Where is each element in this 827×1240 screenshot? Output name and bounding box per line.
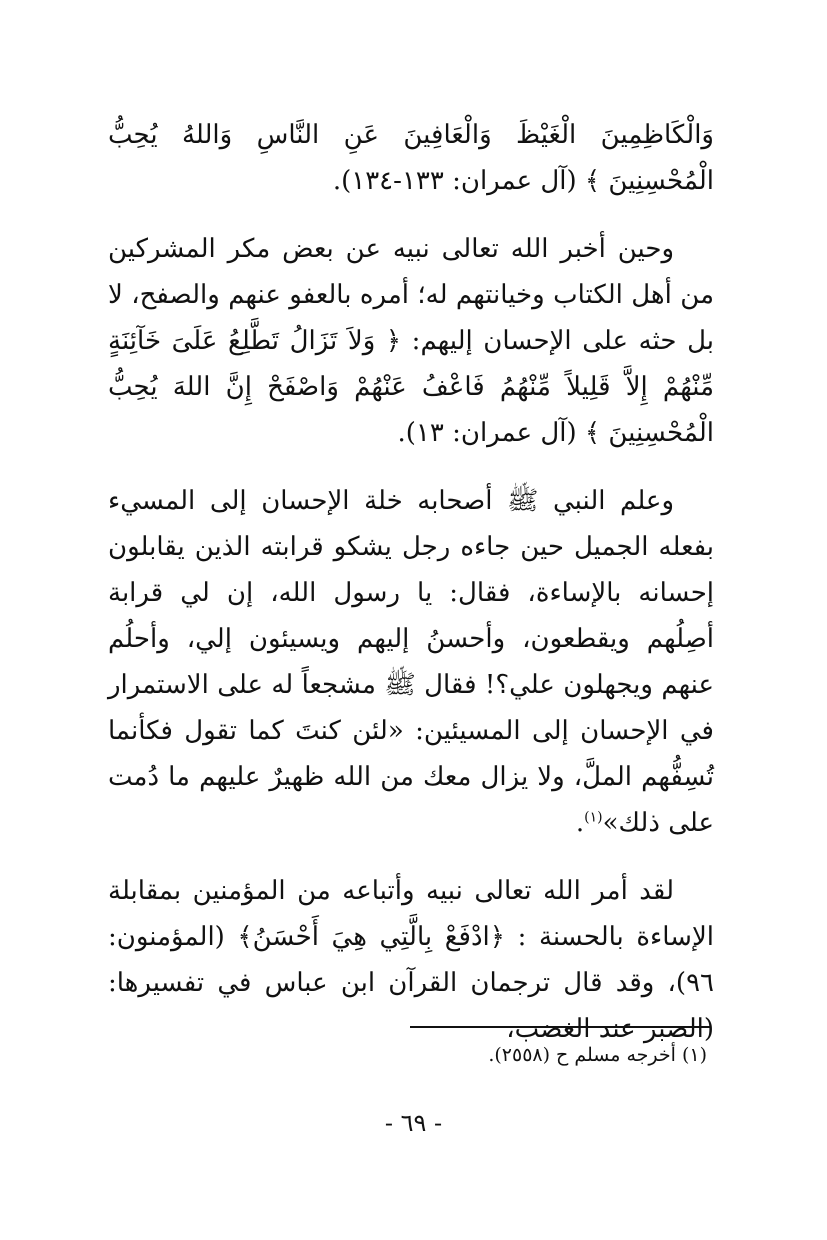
page-body [108, 112, 714, 1052]
footnote-reference[interactable]: (١) [584, 809, 603, 826]
quran-verse-continuation: وَالْكَاظِمِينَ الْغَيْظَ وَالْعَافِينَ عَنِ النَّاسِ وَاللهُ يُحِبُّ الْمُحْسِنِينَ ﴾ (آل عمران: ١٣٣-١٣٤). [108, 120, 714, 196]
footnote-divider [410, 1026, 710, 1028]
footnote-1: (١) أخرجه مسلم ح (٢٥٥٨). [488, 1044, 707, 1066]
paragraph-hadith-text: وعلم النبي ﷺ أصحابه خلة الإحسان إلى المسيء بفعله الجميل حين جاءه رجل يشكو قرابته الذين يقابلون إحسانه بالإساءة، فقال: يا رسول الله، إن لي قرابة أصِلُهم ويقطعون، وأحسنُ إليهم ويسيئون إلي، وأحلُم عنهم ويجهلون علي؟! فقال ﷺ مشجعاً له على الاستمرار في الإحسان إلى المسيئين: «لئن كنتَ كما تقول فكأنما تُسِفُّهم الملَّ، ولا يزال معك من الله ظهيرٌ عليهم ما دُمت على ذلك» [108, 486, 714, 838]
paragraph-repel-evil-with-good: لقد أمر الله تعالى نبيه وأتباعه من المؤمنين بمقابلة الإساءة بالحسنة : ﴿ادْفَعْ بِالَّتِي هِيَ أَحْسَنُ﴾ (المؤمنون: ٩٦)، وقد قال ترجمان القرآن ابن عباس في تفسيرها: (الصبر عند الغضب، [108, 876, 714, 1044]
paragraph-hadith-end: . [575, 808, 585, 838]
page-number: - ٦٩ - [384, 1109, 443, 1137]
paragraph-prophet-hadith [108, 478, 714, 846]
paragraph-forgiveness-people-of-book: وحين أخبر الله تعالى نبيه عن بعض مكر المشركين من أهل الكتاب وخيانتهم له؛ أمره بالعفو عنهم والصفح، لا بل حثه على الإحسان إليهم: ﴿ وَلاَ تَزَالُ تَطَّلِعُ عَلَىَ خَآئِنَةٍ مِّنْهُمْ إِلاَّ قَلِيلاً مِّنْهُمُ فَاعْفُ عَنْهُمْ وَاصْفَحْ إِنَّ اللهَ يُحِبُّ الْمُحْسِنِينَ ﴾ (آل عمران: ١٣). [108, 234, 714, 448]
